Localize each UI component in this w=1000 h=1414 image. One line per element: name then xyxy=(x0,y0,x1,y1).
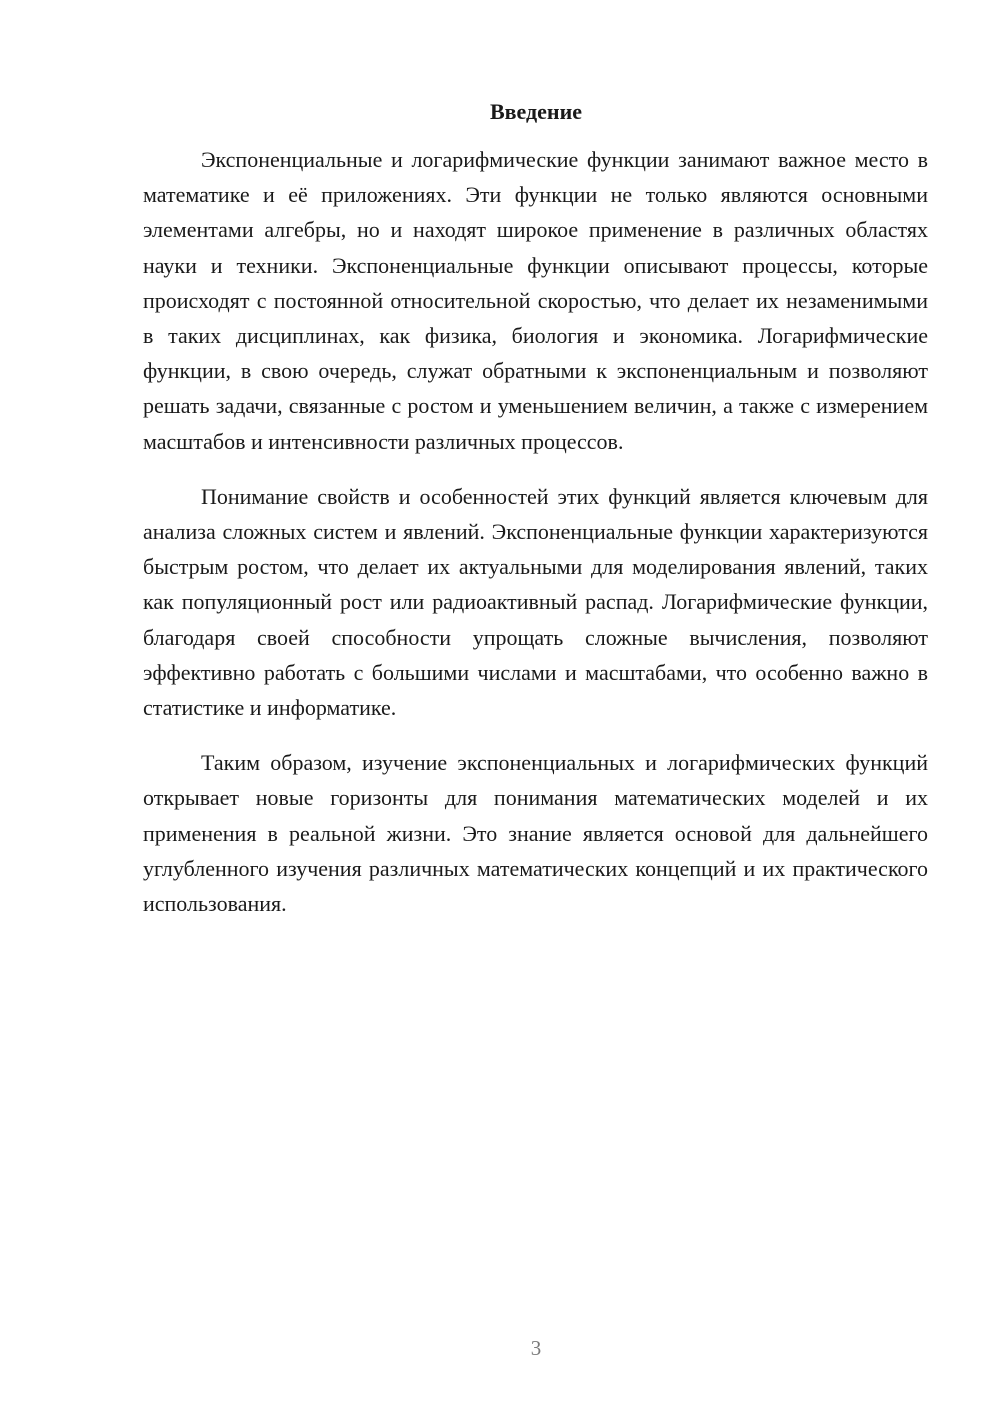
body-text xyxy=(143,142,928,941)
paragraph-3: Таким образом, изучение экспоненциальных и логарифмических функций открывает новые горизонты для понимания математических моделей и их применения в реальной жизни. Это знание является основой для дальнейшего углубленного изучения различных математических концепций и их практического использования. xyxy=(143,750,928,917)
page-number: 3 xyxy=(530,1336,542,1360)
section-title: Введение xyxy=(489,99,583,124)
paragraph-2: Понимание свойств и особенностей этих функций является ключевым для анализа сложных систем и явлений. Экспоненциальные функции характеризуются быстрым ростом, что делает их актуальными для моделирования явлений, таких как популяционный рост или радиоактивный распад. Логарифмические функции, благодаря своей способности упрощать сложные вычисления, позволяют эффективно работать с большими числами и масштабами, что особенно важно в статистике и информатике. xyxy=(143,483,928,721)
paragraph-1: Экспоненциальные и логарифмические функции занимают важное место в математике и её приложениях. Эти функции не только являются основными элементами алгебры, но и находят широкое применение в различных областях науки и техники. Экспоненциальные функции описывают процессы, которые происходят с постоянной относительной скоростью, что делает их незаменимыми в таких дисциплинах, как физика, биология и экономика. Логарифмические функции, в свою очередь, служат обратными к экспоненциальным и позволяют решать задачи, связанные с ростом и уменьшением величин, а также с измерением масштабов и интенсивности различных процессов. xyxy=(143,147,928,454)
